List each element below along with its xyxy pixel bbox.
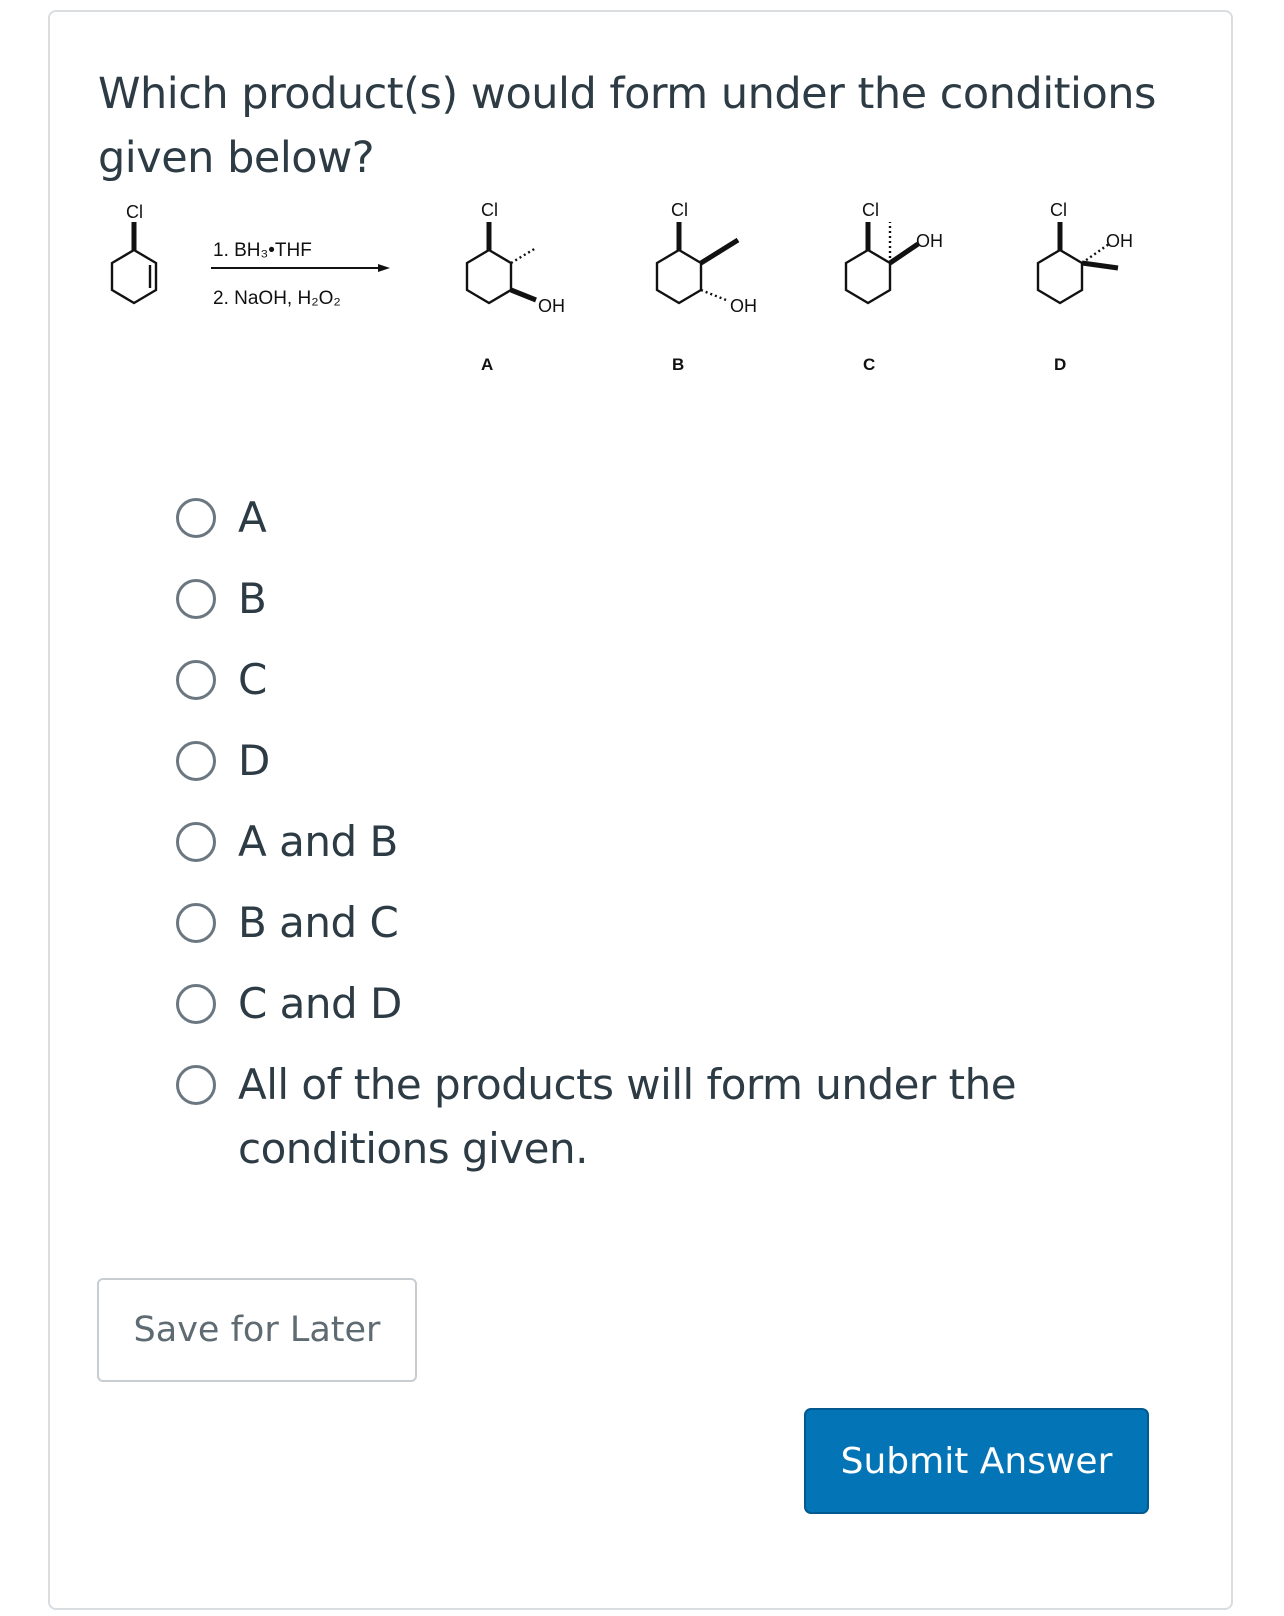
choice-label: C and D (238, 979, 402, 1028)
product-d-cl: Cl (1050, 200, 1067, 220)
product-c (846, 222, 918, 303)
save-for-later-button[interactable]: Save for Later (97, 1278, 417, 1382)
choice-label: D (238, 736, 270, 785)
radio-button[interactable] (176, 822, 216, 862)
radio-button[interactable] (176, 741, 216, 781)
choice-label: A (238, 493, 267, 542)
product-b-label: B (672, 355, 685, 374)
choice-all-products[interactable] (176, 1053, 1076, 1181)
choice-label: C (238, 655, 267, 704)
product-a (467, 222, 536, 303)
choice-c-and-d[interactable] (176, 972, 1076, 1036)
choice-label: A and B (238, 817, 398, 866)
choice-label: B and C (238, 898, 399, 947)
choice-b-and-c[interactable] (176, 891, 1076, 955)
product-c-cl: Cl (862, 200, 879, 220)
starting-material (112, 222, 156, 303)
product-c-label: C (863, 355, 876, 374)
reaction-scheme (96, 198, 1196, 398)
choice-a-and-b[interactable] (176, 810, 1076, 874)
radio-button[interactable] (176, 498, 216, 538)
radio-button[interactable] (176, 1065, 216, 1105)
answer-choices (176, 486, 1076, 1198)
product-a-cl: Cl (481, 200, 498, 220)
choice-label: All of the products will form under the conditions given. (238, 1060, 1017, 1173)
choice-a[interactable] (176, 486, 1076, 550)
choice-d[interactable] (176, 729, 1076, 793)
choice-label: B (238, 574, 267, 623)
product-d-oh: OH (1106, 231, 1133, 251)
product-b (657, 222, 738, 303)
radio-button[interactable] (176, 660, 216, 700)
radio-button[interactable] (176, 903, 216, 943)
choice-b[interactable] (176, 567, 1076, 631)
start-cl-label: Cl (126, 202, 143, 222)
reaction-diagram (96, 198, 1196, 398)
product-a-label: A (481, 355, 494, 374)
product-a-oh: OH (538, 296, 565, 316)
radio-button[interactable] (176, 579, 216, 619)
radio-button[interactable] (176, 984, 216, 1024)
product-d-label: D (1054, 355, 1067, 374)
reagent-1: 1. BH₃•THF (213, 240, 312, 261)
product-b-oh: OH (730, 296, 757, 316)
submit-answer-button[interactable]: Submit Answer (804, 1408, 1149, 1514)
reagent-2: 2. NaOH, H₂O₂ (213, 288, 341, 309)
choice-c[interactable] (176, 648, 1076, 712)
product-b-cl: Cl (671, 200, 688, 220)
product-c-oh: OH (916, 231, 943, 251)
question-text: Which product(s) would form under the conditions given below? (98, 69, 1156, 183)
